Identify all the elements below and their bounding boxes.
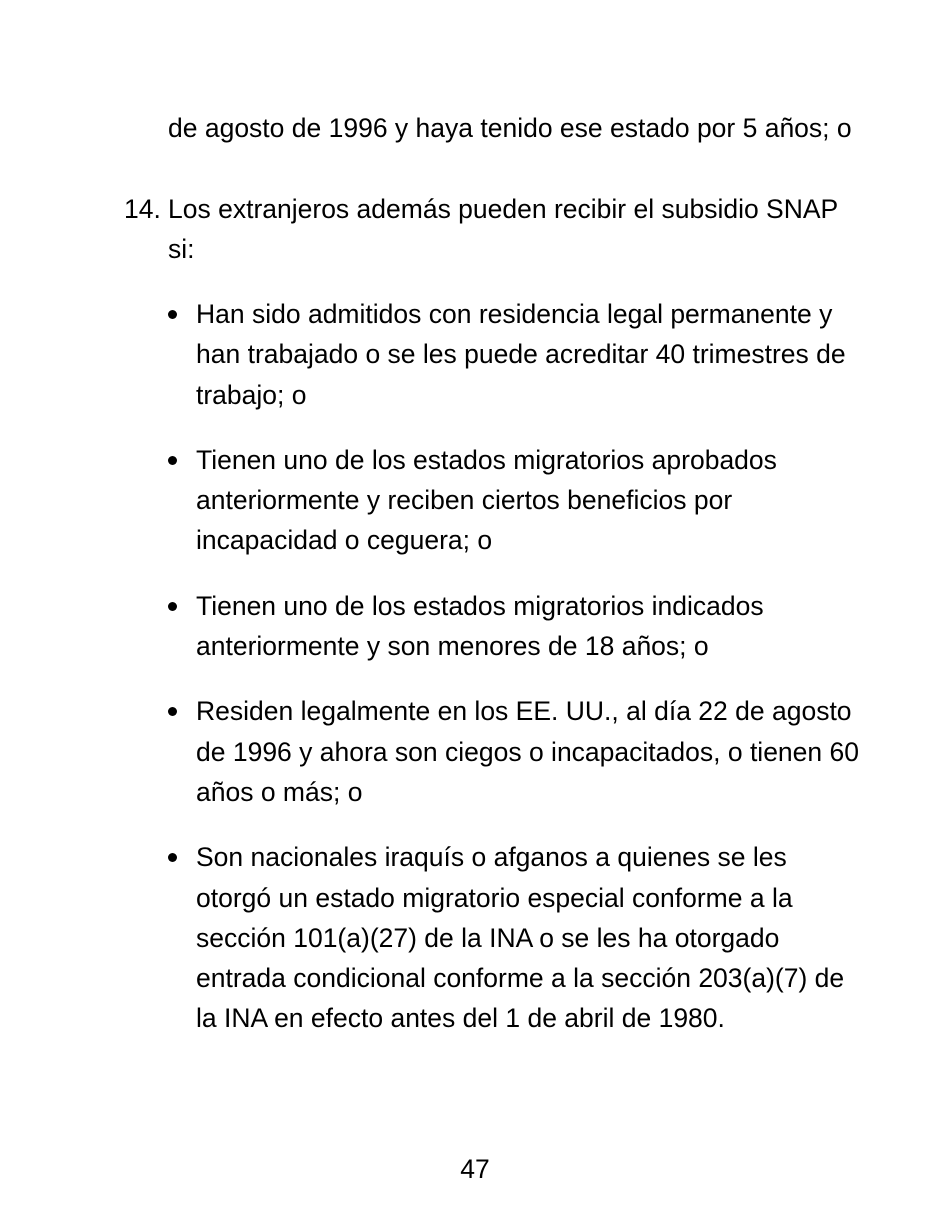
- bullet-text: Han sido admitidos con residencia legal permanente y han trabajado o se les puede acreditar 40 trimestres de trabajo; o: [196, 299, 846, 410]
- bullet-icon: [168, 602, 177, 611]
- list-number: 14.: [124, 194, 161, 224]
- bullet-item: [168, 440, 868, 561]
- bullet-icon: [168, 456, 177, 465]
- bullet-item: [168, 586, 868, 667]
- bullet-text: Son nacionales iraquís o afganos a quienes se les otorgó un estado migratorio especial conforme a la sección 101(a)(27) de la INA o se les ha otorgado entrada condicional conforme a la sección 203(a)(7) de la INA en efecto antes del 1 de abril de 1980.: [196, 842, 845, 1034]
- bullet-icon: [168, 310, 177, 319]
- bullet-item: [168, 294, 868, 415]
- bullet-text: Residen legalmente en los EE. UU., al día 22 de agosto de 1996 y ahora son ciegos o incapacitados, o tienen 60 años o más; o: [196, 696, 859, 807]
- continuation-paragraph: de agosto de 1996 y haya tenido ese estado por 5 años; o: [168, 113, 852, 143]
- bullet-text: Tienen uno de los estados migratorios indicados anteriormente y son menores de 18 años; o: [196, 590, 764, 662]
- bullet-icon: [168, 853, 177, 862]
- bullet-list: [168, 294, 868, 1064]
- bullet-text: Tienen uno de los estados migratorios aprobados anteriormente y reciben ciertos beneficios por incapacidad o ceguera; o: [196, 444, 777, 556]
- bullet-item: [168, 837, 868, 1038]
- numbered-list-item-14: [124, 189, 868, 270]
- list-item-text: Los extranjeros además pueden recibir el subsidio SNAP si:: [168, 194, 838, 265]
- bullet-item: [168, 691, 868, 812]
- page-number: 47: [460, 1154, 490, 1184]
- bullet-icon: [168, 707, 177, 716]
